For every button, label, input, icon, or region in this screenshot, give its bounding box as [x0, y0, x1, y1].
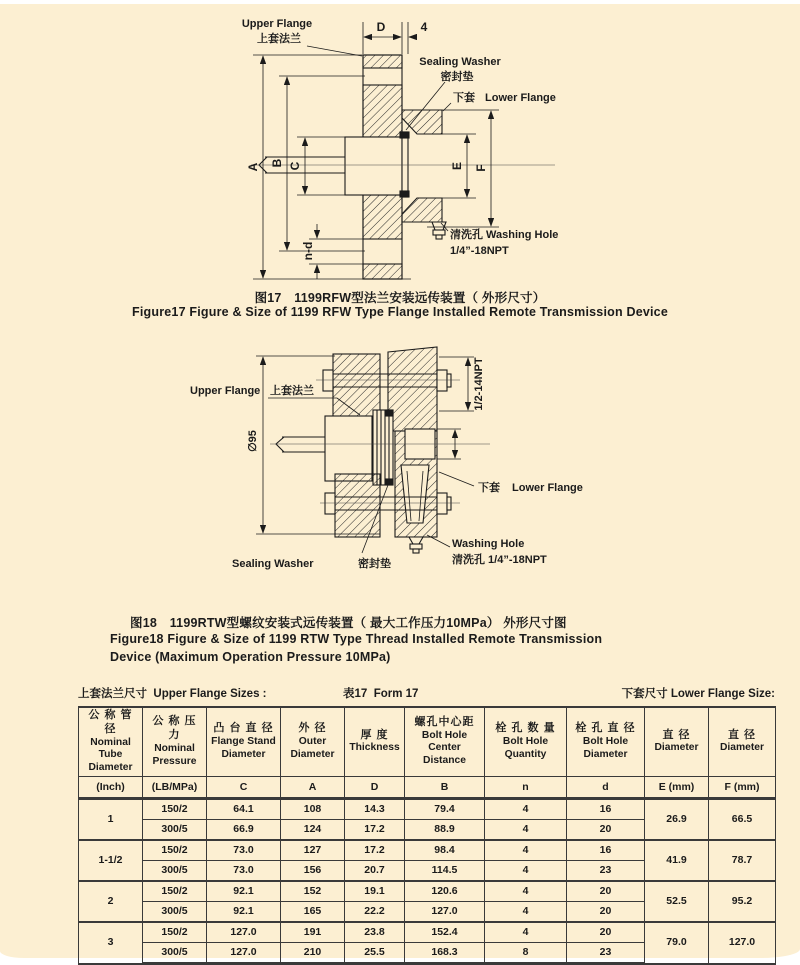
f-cell: 127.0 — [709, 922, 776, 964]
fig18-phi95-label: ∅95 — [247, 430, 259, 452]
fig18-upper-flange-en: Upper Flange — [190, 385, 261, 397]
fig17-sealing-washer-en: Sealing Washer — [419, 56, 501, 68]
f-cell: 95.2 — [709, 881, 776, 922]
fig18-sealing-washer-en: Sealing Washer — [232, 558, 314, 570]
table-row: 300/5 73.0 156 20.7 114.5 4 23 — [79, 861, 776, 882]
thread-device-cross-section — [276, 347, 451, 553]
table-row: 300/5 92.1 165 22.2 127.0 4 20 — [79, 902, 776, 923]
figure18-caption-zh: 图18 1199RTW型螺纹安装式远传装置（ 最大工作压力10MPa） 外形尺寸图 — [130, 616, 567, 630]
manual-page — [0, 4, 800, 958]
figure17-caption-zh: 图17 1199RFW型法兰安装远传装置（ 外形尺寸） — [254, 291, 546, 305]
table-row: 2 150/2 92.1 152 19.1 120.6 4 20 52.5 95.2 — [79, 881, 776, 902]
table-title-left: 上套法兰尺寸 Upper Flange Sizes : — [78, 688, 267, 700]
fig17-dim-nd: n-d — [301, 241, 315, 261]
unit-cell: (LB/MPa) — [143, 777, 207, 799]
unit-cell: D — [345, 777, 405, 799]
e-cell: 26.9 — [645, 799, 709, 841]
table-row: 300/5 127.0 210 25.5 168.3 8 23 — [79, 943, 776, 964]
fig18-sealing-washer-zh: 密封垫 — [358, 558, 391, 570]
fig17-dim-f: F — [474, 164, 488, 172]
col-header: 栓 孔 数 量 Bolt Hole Quantity — [485, 707, 567, 777]
fig17-dim-e: E — [450, 161, 464, 171]
flange-size-table — [78, 706, 776, 965]
unit-cell: A — [281, 777, 345, 799]
units-row — [79, 777, 776, 799]
fig18-washing-hole-zh: 清洗孔 1/4”-18NPT — [452, 554, 547, 566]
col-header: 直 径 Diameter — [645, 707, 709, 777]
unit-cell: B — [405, 777, 485, 799]
col-header: 公 称 管 径 Nominal Tube Diameter — [79, 707, 143, 777]
unit-cell: C — [207, 777, 281, 799]
col-header: 公 称 压 力 Nominal Pressure — [143, 707, 207, 777]
col-header: 凸 台 直 径 Flange Stand Diameter — [207, 707, 281, 777]
fig18-npt-label: 1/2-14NPT — [473, 357, 485, 411]
table-row: 1-1/2 150/2 73.0 127 17.2 98.4 4 16 41.9 78.7 — [79, 840, 776, 861]
fig17-washing-hole-line2: 1/4”-18NPT — [450, 245, 509, 257]
table-row: 3 150/2 127.0 191 23.8 152.4 4 20 79.0 127.0 — [79, 922, 776, 943]
table-title-center: 表17 Form 17 — [343, 688, 419, 700]
figure18-caption-en1: Figure18 Figure & Size of 1199 RTW Type Thread Installed Remote Transmission — [110, 632, 603, 646]
e-cell: 52.5 — [645, 881, 709, 922]
table-row: 1 150/2 64.1 108 14.3 79.4 4 16 26.9 66.5 — [79, 799, 776, 820]
figure18-diagram — [130, 337, 650, 585]
fig17-dim-d: D — [376, 20, 386, 34]
e-cell: 79.0 — [645, 922, 709, 964]
figure17-diagram — [55, 10, 615, 284]
size-cell: 1-1/2 — [79, 840, 143, 881]
unit-cell: E (mm) — [645, 777, 709, 799]
f-cell: 66.5 — [709, 799, 776, 841]
table-title-right: 下套尺寸 Lower Flange Size: — [621, 688, 775, 700]
unit-cell: d — [567, 777, 645, 799]
fig18-upper-flange-zh: 上套法兰 — [270, 385, 314, 397]
figure18-caption-en2: Device (Maximum Operation Pressure 10MPa) — [110, 650, 391, 664]
col-header: 栓 孔 直 径 Bolt Hole Diameter — [567, 707, 645, 777]
table-title-row — [78, 685, 775, 701]
size-cell: 1 — [79, 799, 143, 841]
fig17-lower-flange-zh: 下套 — [453, 92, 475, 104]
size-cell: 2 — [79, 881, 143, 922]
fig17-dim-c: C — [288, 161, 302, 171]
fig17-dim-4: 4 — [420, 20, 428, 34]
unit-cell: (Inch) — [79, 777, 143, 799]
f-cell: 78.7 — [709, 840, 776, 881]
col-header: 厚 度 Thickness — [345, 707, 405, 777]
fig18-lower-flange-en: Lower Flange — [512, 482, 583, 494]
fig17-washing-hole-line1: 清洗孔 Washing Hole — [450, 229, 559, 241]
figure17-caption-en: Figure17 Figure & Size of 1199 RFW Type Flange Installed Remote Transmission Device — [132, 305, 668, 319]
col-header: 螺孔中心距 Bolt Hole Center Distance — [405, 707, 485, 777]
unit-cell: n — [485, 777, 567, 799]
e-cell: 41.9 — [645, 840, 709, 881]
fig17-dim-b: B — [270, 158, 284, 168]
fig17-dim-a: A — [246, 162, 260, 172]
fig17-upper-flange-en: Upper Flange — [241, 18, 313, 30]
fig17-sealing-washer-zh: 密封垫 — [440, 71, 474, 83]
size-cell: 3 — [79, 922, 143, 964]
unit-cell: F (mm) — [709, 777, 776, 799]
fig17-lower-flange-en: Lower Flange — [485, 92, 556, 104]
table-row: 300/5 66.9 124 17.2 88.9 4 20 — [79, 820, 776, 841]
header-row — [79, 707, 776, 777]
col-header: 直 径 Diameter — [709, 707, 776, 777]
fig18-washing-hole-en: Washing Hole — [452, 538, 525, 550]
fig17-upper-flange-zh: 上套法兰 — [257, 33, 301, 45]
fig18-lower-flange-zh: 下套 — [478, 482, 500, 494]
col-header: 外 径 Outer Diameter — [281, 707, 345, 777]
